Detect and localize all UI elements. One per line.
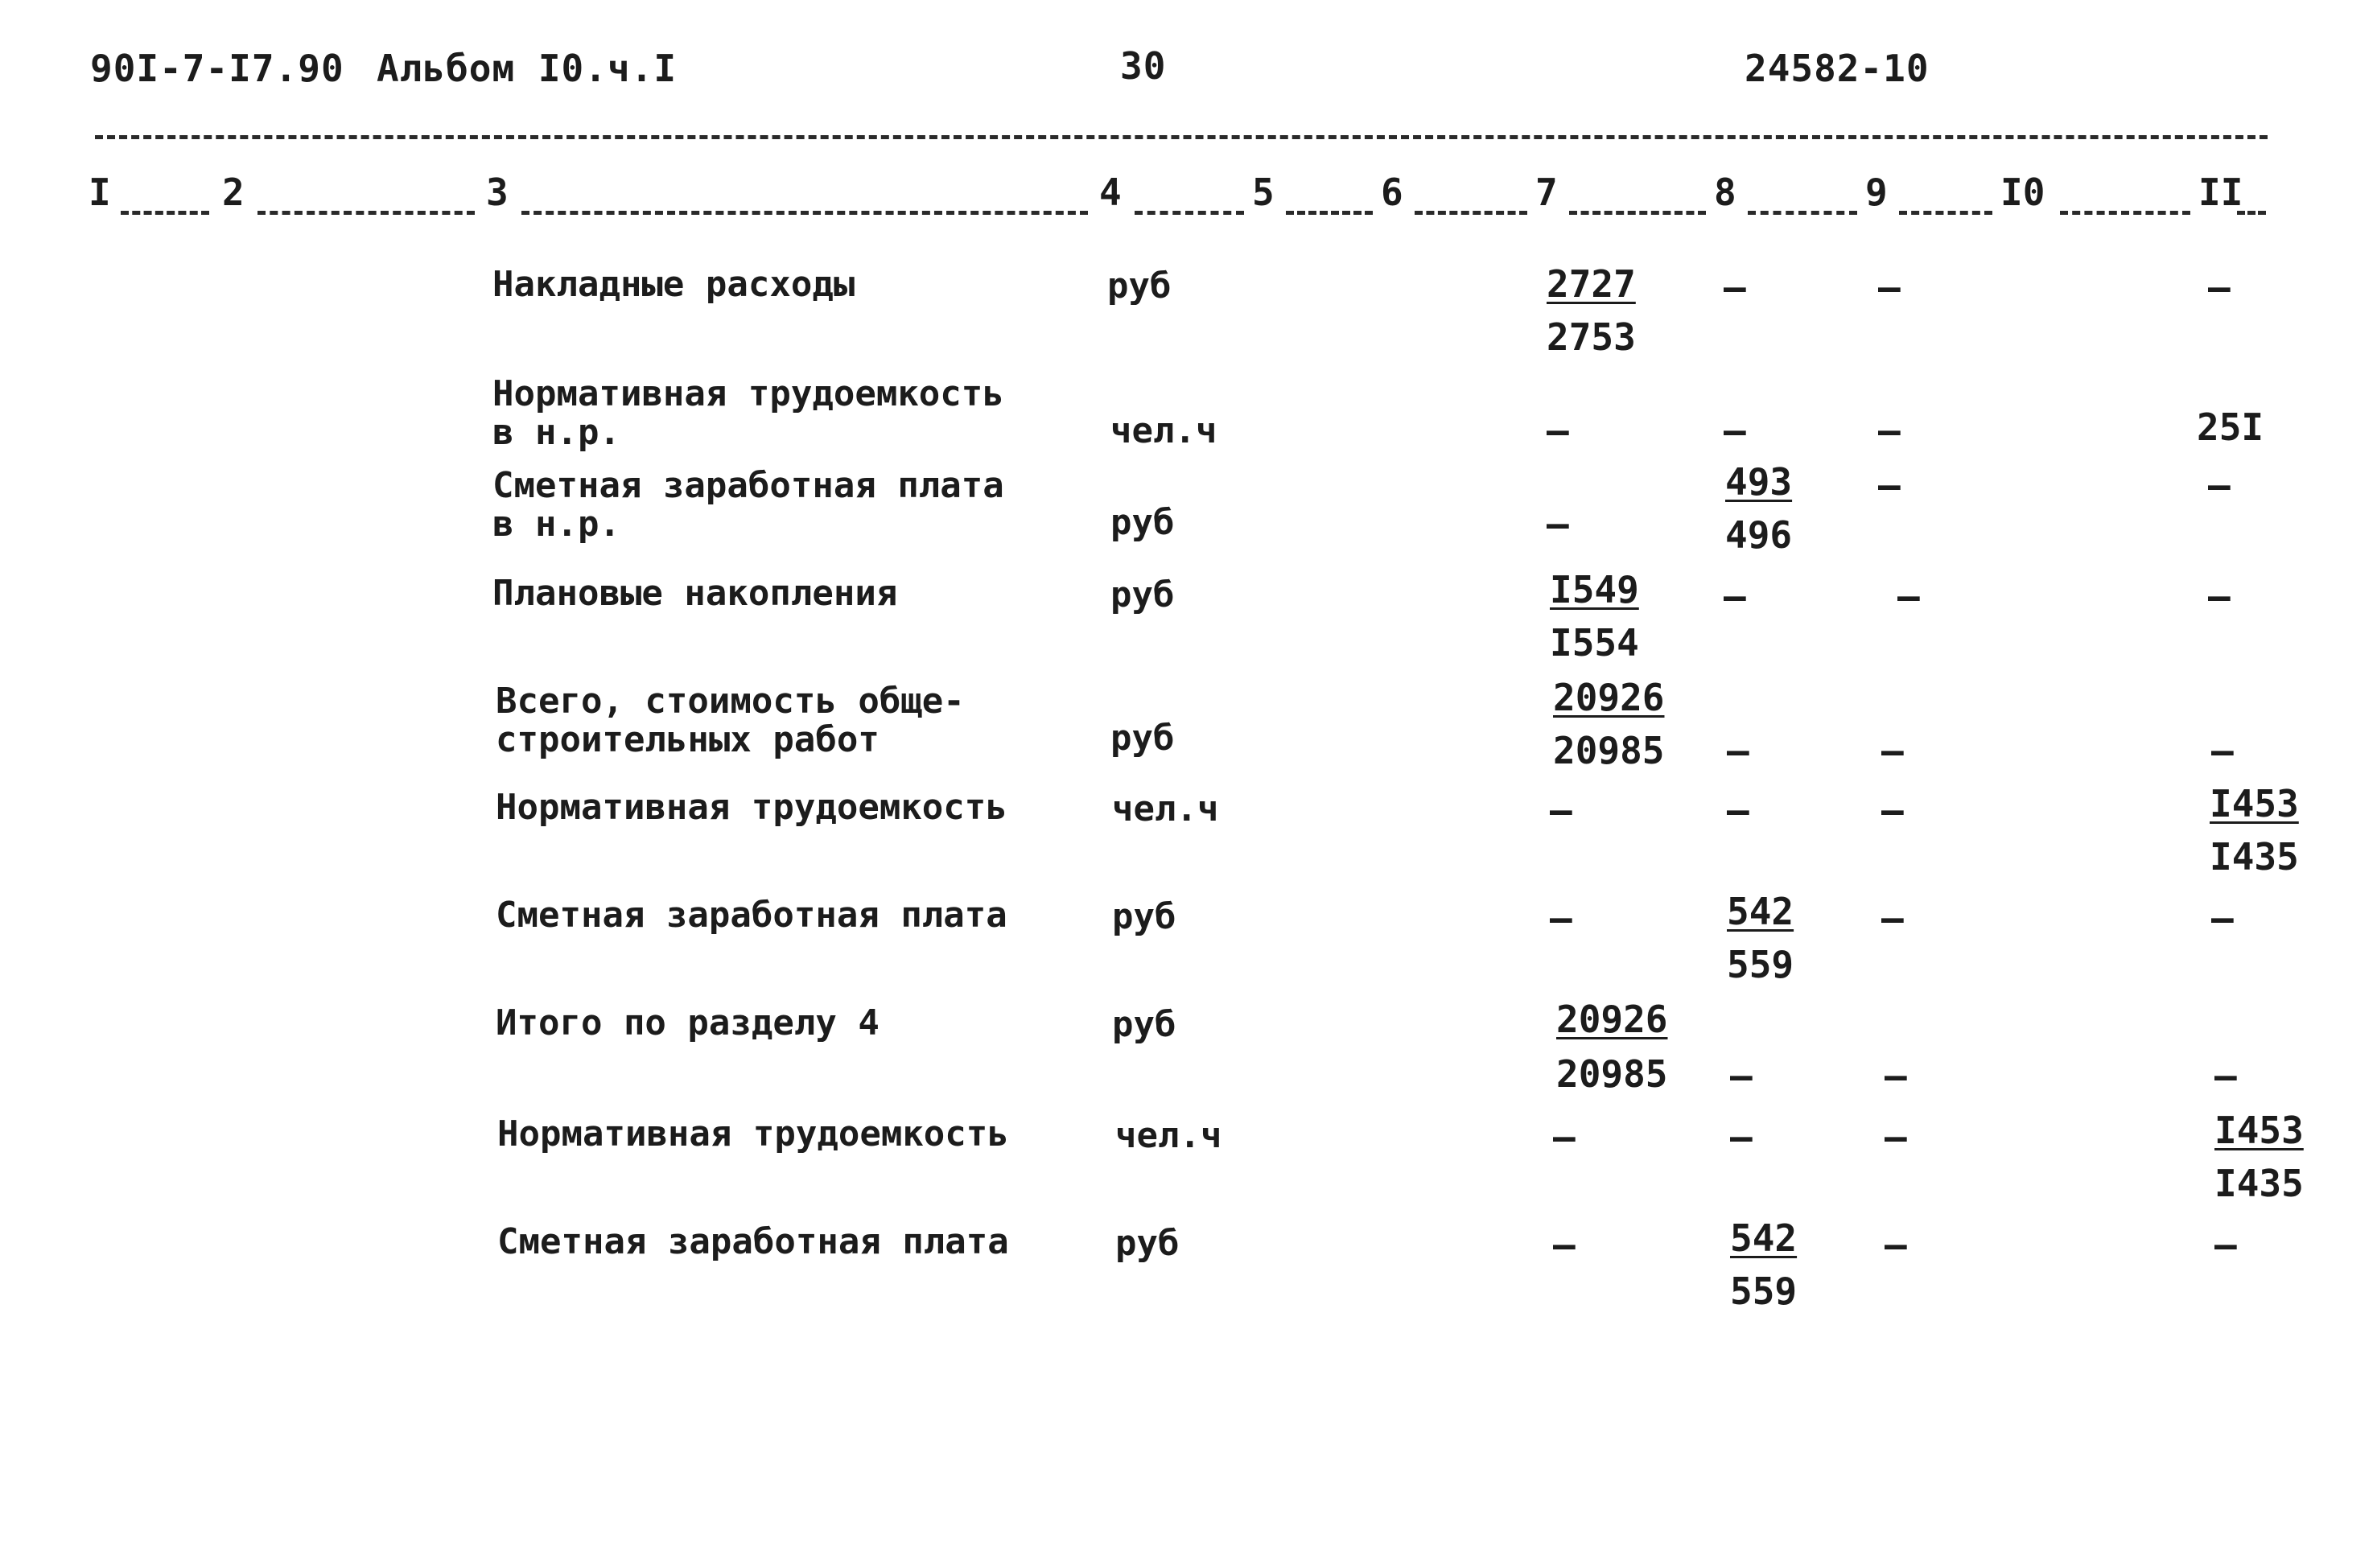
value-revised: I435 (2214, 1162, 2304, 1205)
column-separator (1569, 211, 1706, 215)
value-revised: 496 (1725, 513, 1793, 557)
empty-cell: – (1730, 1115, 1753, 1159)
empty-cell: – (1881, 729, 1904, 772)
column-separator (1415, 211, 1527, 215)
column-separator (1899, 211, 1992, 215)
reference-number: 24582-10 (1745, 47, 1930, 90)
column-number: 2 (222, 171, 245, 214)
value-revised: I435 (2210, 835, 2299, 879)
column-number: II (2198, 171, 2243, 214)
document-code: 90I-7-I7.90 (90, 47, 344, 90)
empty-cell: – (1881, 896, 1904, 940)
empty-cell: – (1550, 896, 1572, 940)
row-label: Сметная заработная плата в н.р. (492, 465, 1004, 545)
row-label: Нормативная трудоемкость (496, 787, 1007, 828)
column-number: 8 (1714, 171, 1736, 214)
column-separator (521, 211, 1088, 215)
empty-cell: – (1885, 1115, 1907, 1159)
column-separator (121, 211, 209, 215)
page-number: 30 (1120, 44, 1167, 88)
column-number: 4 (1099, 171, 1122, 214)
empty-cell: – (1878, 409, 1901, 452)
row-unit: руб (1110, 718, 1175, 759)
value-current: 2727 (1547, 262, 1636, 306)
empty-cell: – (2211, 896, 2234, 940)
empty-cell: – (1553, 1223, 1576, 1266)
empty-cell: – (1881, 788, 1904, 832)
column-number-row (0, 0, 2377, 241)
value-revised: 559 (1730, 1270, 1798, 1313)
empty-cell: – (1727, 729, 1749, 772)
column-number: 3 (486, 171, 509, 214)
row-unit: руб (1110, 502, 1175, 543)
value-revised: 20985 (1553, 729, 1665, 772)
empty-cell: – (1727, 788, 1749, 832)
column-separator (1748, 211, 1857, 215)
row-unit: чел.ч (1115, 1115, 1222, 1156)
empty-cell: – (1724, 265, 1746, 309)
row-label: Всего, стоимость обще- строительных работ (496, 681, 965, 760)
value-current: 20926 (1556, 998, 1668, 1041)
column-separator (1135, 211, 1244, 215)
row-unit: руб (1107, 265, 1172, 307)
empty-cell: – (1878, 463, 1901, 507)
empty-cell: – (1724, 574, 1746, 618)
value-revised: 559 (1727, 943, 1794, 986)
column-number: I0 (2000, 171, 2045, 214)
empty-cell: – (1885, 1054, 1907, 1097)
column-separator (2060, 211, 2190, 215)
row-unit: чел.ч (1112, 788, 1219, 829)
column-number: 7 (1535, 171, 1558, 214)
value-current: I549 (1550, 568, 1639, 611)
empty-cell: – (1724, 409, 1746, 452)
empty-cell: – (1885, 1223, 1907, 1266)
value-current: 20926 (1553, 676, 1665, 719)
empty-cell: – (2214, 1054, 2237, 1097)
empty-cell: – (1550, 788, 1572, 832)
empty-cell: – (2211, 729, 2234, 772)
column-separator (257, 211, 475, 215)
column-separator (2237, 211, 2266, 215)
value-current: 542 (1730, 1216, 1798, 1260)
empty-cell: – (2208, 265, 2231, 309)
value-revised: 20985 (1556, 1052, 1668, 1096)
row-unit: руб (1112, 896, 1176, 937)
column-number: 5 (1252, 171, 1275, 214)
row-label: Нормативная трудоемкость (497, 1113, 1009, 1154)
empty-cell: – (2208, 463, 2231, 507)
empty-cell: – (1897, 574, 1920, 618)
value-current: 493 (1725, 460, 1793, 504)
value-current: I453 (2214, 1109, 2304, 1152)
empty-cell: – (1553, 1115, 1576, 1159)
row-label: Сметная заработная плата (496, 895, 1007, 936)
row-unit: руб (1112, 1004, 1176, 1045)
column-number: 9 (1865, 171, 1888, 214)
album-label: Альбом I0.ч.I (377, 47, 678, 90)
row-unit: чел.ч (1110, 410, 1217, 451)
empty-cell: – (1547, 409, 1569, 452)
row-label: Накладные расходы (492, 264, 855, 305)
column-number: 6 (1381, 171, 1403, 214)
value-current: 542 (1727, 890, 1794, 933)
row-label: Итого по разделу 4 (496, 1002, 880, 1043)
row-label: Сметная заработная плата (497, 1221, 1009, 1262)
column-separator (1286, 211, 1373, 215)
value-current: 25I (2197, 405, 2264, 449)
row-unit: руб (1110, 574, 1175, 615)
row-unit: руб (1115, 1223, 1180, 1264)
empty-cell: – (2208, 574, 2231, 618)
value-current: I453 (2210, 782, 2299, 825)
empty-cell: – (1730, 1054, 1753, 1097)
row-label: Плановые накопления (492, 573, 898, 614)
empty-cell: – (1878, 265, 1901, 309)
value-revised: 2753 (1547, 315, 1636, 359)
value-revised: I554 (1550, 621, 1639, 665)
row-label: Нормативная трудоемкость в н.р. (492, 373, 1004, 453)
empty-cell: – (2214, 1223, 2237, 1266)
column-number: I (89, 171, 111, 214)
empty-cell: – (1547, 502, 1569, 545)
